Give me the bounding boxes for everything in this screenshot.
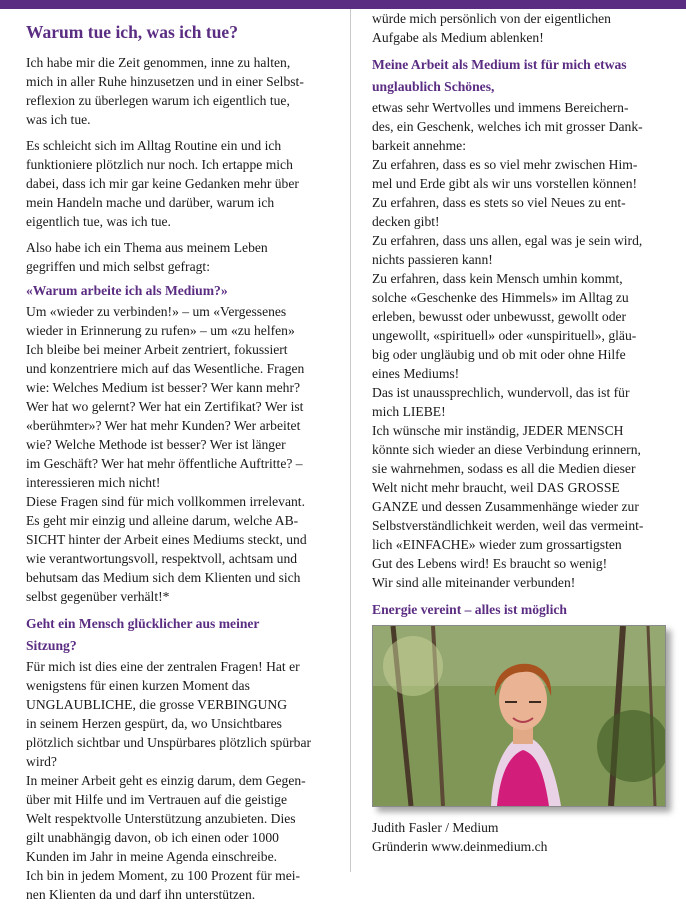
text-line: interessieren mich nicht! (26, 475, 161, 490)
section-heading-gluecklicher (26, 613, 336, 657)
text-line: wie? Welche Methode ist besser? Wer ist länger (26, 437, 286, 452)
portrait-illustration (373, 626, 665, 806)
text-line: wird? (26, 754, 57, 769)
intro-paragraph (26, 53, 336, 129)
text-line: lich «EINFACHE» wieder zum grossartigsten (372, 537, 622, 552)
section-heading-warum-medium: «Warum arbeite ich als Medium?» (26, 283, 228, 298)
text-line: Gut des Lebens wird! Es braucht so wenig! (372, 556, 608, 571)
text-line: Zu erfahren, dass kein Mensch umhin kommt, (372, 271, 623, 286)
intro-paragraph (26, 136, 336, 231)
section-body-arbeit-als-medium (372, 98, 672, 592)
text-line: gegriffen und mich selbst gefragt: (26, 259, 210, 274)
text-line: Zu erfahren, dass uns allen, egal was je sein wird, (372, 233, 643, 248)
photo-caption (372, 818, 672, 856)
text-line: über mit Hilfe und im Vertrauen auf die geistige (26, 792, 287, 807)
text-line: Zu erfahren, dass es so viel mehr zwischen Him- (372, 157, 638, 172)
text-line: funktioniere plötzlich nur noch. Ich ertappe mich (26, 157, 293, 172)
text-line: Selbstverständlichkeit werden, weil das vermeint- (372, 518, 644, 533)
text-line: wieder in Erinnerung zu rufen» – um «zu helfen» (26, 323, 295, 338)
text-line: Kunden im Jahr in meine Agenda einschreibe. (26, 849, 278, 864)
text-line: sie wahrnehmen, sodass es all die Medien dieser (372, 461, 636, 476)
text-line: wie: Welches Medium ist besser? Wer kann mehr? (26, 380, 301, 395)
text-line: eigentlich tue, was ich tue. (26, 214, 171, 229)
text-line: und konzentriere mich auf das Wesentliche. Fragen (26, 361, 305, 376)
text-line: in seinem Herzen gespürt, da, wo Unsichtbares (26, 716, 282, 731)
text-line: Es schleicht sich im Alltag Routine ein und ich (26, 138, 282, 153)
heading-line: unglaublich Schönes, (372, 79, 495, 94)
text-line: In meiner Arbeit geht es einzig darum, dem Gegen- (26, 773, 306, 788)
text-line: wenigstens für einen kurzen Moment das (26, 678, 250, 693)
text-line: UNGLAUBLICHE, die grosse VERBINGUNG (26, 697, 288, 712)
column-divider (350, 9, 351, 872)
intro-paragraphs (26, 53, 336, 276)
text-line: mich LIEBE! (372, 404, 446, 419)
text-line: Ich wünsche mir inständig, JEDER MENSCH (372, 423, 624, 438)
text-line: Um «wieder zu verbinden!» – um «Vergessenes (26, 304, 287, 319)
top-accent-bar (0, 0, 686, 9)
text-line: Ich bleibe bei meiner Arbeit zentriert, fokussiert (26, 342, 288, 357)
text-line: SICHT hinter der Arbeit eines Mediums steckt, und (26, 532, 307, 547)
text-line: Das ist unaussprechlich, wundervoll, das ist für (372, 385, 630, 400)
text-line: könnte sich wieder an diese Verbindung erinnern, (372, 442, 641, 457)
text-line: big oder ungläubig und ob mit oder ohne Hilfe (372, 347, 626, 362)
heading-line: Sitzung? (26, 638, 77, 653)
text-line: Diese Fragen sind für mich vollkommen irrelevant. (26, 494, 305, 509)
text-line: mel und Erde gibt als wir uns vorstellen können! (372, 176, 638, 191)
text-line: reflexion zu überlegen warum ich eigentlich tue, (26, 93, 290, 108)
intro-paragraph (26, 238, 336, 276)
text-line: eines Mediums! (372, 366, 460, 381)
text-line: nen Klienten da und darf ihn unterstützen. (26, 887, 256, 902)
section-body-warum-medium (26, 302, 336, 606)
text-line: mich in aller Ruhe hinzusetzen und in einer Selbst- (26, 74, 304, 89)
text-line: Welt nicht mehr braucht, weil DAS GROSSE (372, 480, 620, 495)
left-column (26, 9, 336, 904)
text-line: plötzlich sichtbar und Unspürbares plötzlich spürbar (26, 735, 312, 750)
heading-line: Meine Arbeit als Medium ist für mich etwas (372, 57, 627, 72)
text-line: würde mich persönlich von der eigentlichen (372, 11, 611, 26)
text-line: Zu erfahren, dass es stets so viel Neues zu ent- (372, 195, 626, 210)
text-line: was ich tue. (26, 112, 91, 127)
text-line: gilt unabhängig davon, ob ich einen oder 1000 (26, 830, 279, 845)
article-title: Warum tue ich, was ich tue? (26, 22, 238, 42)
text-line: des, ein Geschenk, welches ich mit grosser Dank- (372, 119, 643, 134)
text-line: barkeit annehme: (372, 138, 466, 153)
text-line: Für mich ist dies eine der zentralen Fragen! Hat er (26, 659, 300, 674)
section-heading-energie: Energie vereint – alles ist möglich (372, 602, 567, 617)
text-line: nichts passieren kann! (372, 252, 493, 267)
text-line: dabei, dass ich mir gar keine Gedanken mehr über (26, 176, 299, 191)
text-line: Aufgabe als Medium ablenken! (372, 30, 544, 45)
text-line: Wer hat wo gelernt? Wer hat ein Zertifikat? Wer ist (26, 399, 304, 414)
text-line: ungewollt, «spirituell» oder «unspirituell», gläu- (372, 328, 637, 343)
right-column (372, 9, 672, 856)
text-line: Also habe ich ein Thema aus meinem Leben (26, 240, 268, 255)
text-line: selbst gegenüber verhält!* (26, 589, 170, 604)
text-line: «berühmter»? Wer hat mehr Kunden? Wer arbeitet (26, 418, 301, 433)
text-line: solche «Geschenke des Himmels» im Alltag zu (372, 290, 629, 305)
text-line: behutsam das Medium sich dem Klienten und sich (26, 570, 301, 585)
heading-line: Geht ein Mensch glücklicher aus meiner (26, 616, 260, 631)
section-heading-arbeit-als-medium (372, 54, 672, 98)
text-line: GANZE und dessen Zusammenhänge wieder zur (372, 499, 639, 514)
portrait-photo (372, 625, 666, 807)
section-body-gluecklicher (26, 657, 336, 904)
text-line: Welt respektvolle Unterstützung anzubieten. Dies (26, 811, 296, 826)
text-line: Wir sind alle miteinander verbunden! (372, 575, 576, 590)
caption-line: Judith Fasler / Medium (372, 820, 499, 835)
text-line: etwas sehr Wertvolles und immens Bereichern- (372, 100, 629, 115)
text-line: Ich habe mir die Zeit genommen, inne zu halten, (26, 55, 291, 70)
text-line: wie verantwortungsvoll, respektvoll, achtsam und (26, 551, 298, 566)
text-line: im Geschäft? Wer hat mehr öffentliche Auftritte? – (26, 456, 303, 471)
text-line: Es geht mir einzig und alleine darum, welche AB- (26, 513, 299, 528)
text-line: decken gibt! (372, 214, 440, 229)
caption-line: Gründerin www.deinmedium.ch (372, 839, 548, 854)
text-line: erleben, bewusst oder unbewusst, gewollt oder (372, 309, 627, 324)
text-line: Ich bin in jedem Moment, zu 100 Prozent für mei- (26, 868, 301, 883)
continued-text (372, 9, 672, 47)
text-line: mein Handeln mache und darüber, warum ich (26, 195, 275, 210)
